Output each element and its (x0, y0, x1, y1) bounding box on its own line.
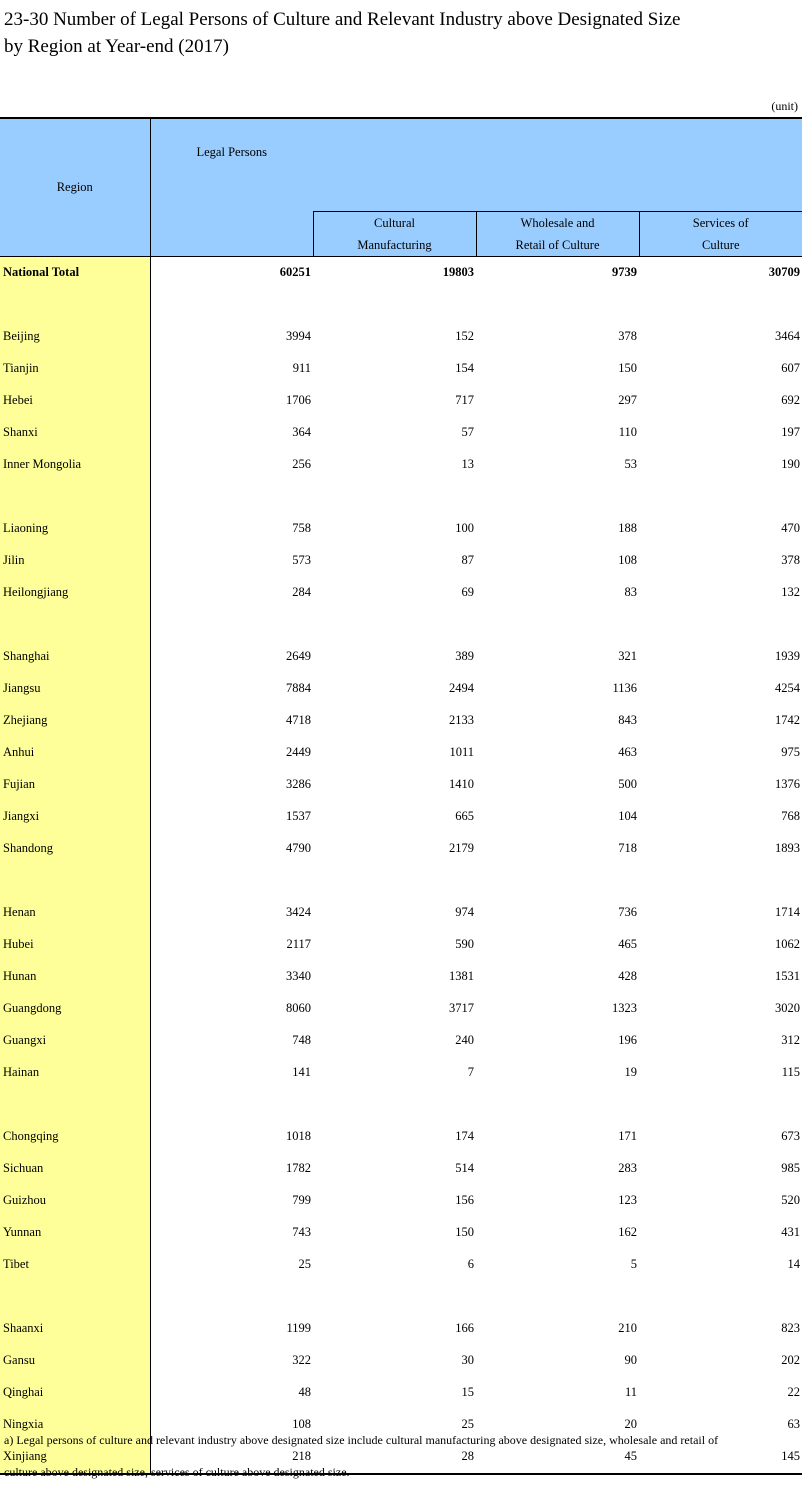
table-row (0, 929, 802, 961)
table-row (0, 353, 802, 385)
wholesale-retail-cell: 9739 (612, 265, 637, 279)
table-row (0, 993, 802, 1025)
footnote-line-1: a) Legal persons of culture and relevant industry above designated size include cultural manufacturing above designated size, wholesale and retail of (4, 1433, 719, 1447)
spacer-cell (639, 865, 802, 897)
legal-persons-cell: 748 (292, 1033, 311, 1047)
group-spacer-row (0, 289, 802, 321)
services-cell: 132 (781, 585, 800, 599)
services-cell: 607 (781, 361, 800, 375)
table-row (0, 673, 802, 705)
title-line-2: by Region at Year-end (2017) (4, 36, 229, 57)
table-row (0, 769, 802, 801)
legal-persons-cell: 1706 (286, 393, 311, 407)
services-cell: 768 (781, 809, 800, 823)
region-cell: Shandong (0, 833, 150, 865)
region-cell: National Total (0, 256, 150, 289)
table-row (0, 1153, 802, 1185)
header-wholesale-retail: Wholesale and Retail of Culture (476, 211, 639, 256)
spacer-cell (476, 289, 639, 321)
region-cell: Ningxia (0, 1409, 150, 1441)
table-row (0, 801, 802, 833)
legal-persons-cell: 799 (292, 1193, 311, 1207)
cultural-manufacturing-cell: 974 (455, 905, 474, 919)
table-row (0, 545, 802, 577)
region-cell: Jilin (0, 545, 150, 577)
region-cell: Guangdong (0, 993, 150, 1025)
legal-persons-cell: 48 (298, 1385, 311, 1399)
wholesale-retail-cell: 378 (618, 329, 637, 343)
cultural-manufacturing-cell: 717 (455, 393, 474, 407)
services-cell: 431 (781, 1225, 800, 1239)
group-spacer-row (0, 481, 802, 513)
footnote (4, 1424, 800, 1488)
cultural-manufacturing-cell: 590 (455, 937, 474, 951)
group-spacer-row (0, 609, 802, 641)
cultural-manufacturing-cell: 87 (461, 553, 474, 567)
wholesale-retail-cell: 500 (618, 777, 637, 791)
services-cell: 673 (781, 1129, 800, 1143)
spacer-cell (0, 481, 150, 513)
spacer-cell (0, 865, 150, 897)
footnote-line-2: culture above designated size, services of culture above designated size. (4, 1465, 350, 1479)
legal-persons-cell: 3286 (286, 777, 311, 791)
cultural-manufacturing-cell: 57 (461, 425, 474, 439)
legal-persons-cell: 108 (292, 1417, 311, 1431)
wholesale-retail-cell: 110 (618, 425, 637, 439)
wholesale-retail-cell: 736 (618, 905, 637, 919)
region-cell: Qinghai (0, 1377, 150, 1409)
services-cell: 1939 (775, 649, 800, 663)
region-cell: Liaoning (0, 513, 150, 545)
table-row (0, 641, 802, 673)
table-row (0, 1313, 802, 1345)
header-region: Region (0, 118, 150, 256)
table-row (0, 737, 802, 769)
wholesale-retail-cell: 463 (618, 745, 637, 759)
header-cultural-manufacturing: Cultural Manufacturing (313, 211, 476, 256)
wholesale-retail-cell: 108 (618, 553, 637, 567)
services-cell: 975 (781, 745, 800, 759)
cultural-manufacturing-cell: 100 (455, 521, 474, 535)
wholesale-retail-cell: 19 (624, 1065, 637, 1079)
wholesale-retail-cell: 188 (618, 521, 637, 535)
table-row (0, 513, 802, 545)
cultural-manufacturing-cell: 2179 (449, 841, 474, 855)
services-cell: 202 (781, 1353, 800, 1367)
table-row (0, 1121, 802, 1153)
services-cell: 115 (781, 1065, 800, 1079)
spacer-cell (0, 609, 150, 641)
region-cell: Heilongjiang (0, 577, 150, 609)
table-row (0, 417, 802, 449)
table-row (0, 1345, 802, 1377)
wholesale-retail-cell: 196 (618, 1033, 637, 1047)
region-cell: Sichuan (0, 1153, 150, 1185)
cultural-manufacturing-cell: 240 (455, 1033, 474, 1047)
region-cell: Hebei (0, 385, 150, 417)
group-spacer-row (0, 865, 802, 897)
spacer-cell (313, 1281, 476, 1313)
services-cell: 985 (781, 1161, 800, 1175)
spacer-cell (639, 609, 802, 641)
cultural-manufacturing-cell: 69 (461, 585, 474, 599)
cultural-manufacturing-cell: 19803 (442, 265, 474, 279)
legal-persons-cell: 743 (292, 1225, 311, 1239)
spacer-cell (150, 481, 313, 513)
spacer-cell (313, 609, 476, 641)
legal-persons-cell: 2449 (286, 745, 311, 759)
services-cell: 470 (781, 521, 800, 535)
legal-persons-cell: 573 (292, 553, 311, 567)
cultural-manufacturing-cell: 15 (461, 1385, 474, 1399)
legal-persons-cell: 4718 (286, 713, 311, 727)
services-cell: 14 (787, 1257, 800, 1271)
legal-persons-cell: 7884 (286, 681, 311, 695)
services-cell: 1531 (775, 969, 800, 983)
legal-persons-cell: 60251 (279, 265, 311, 279)
cultural-manufacturing-cell: 7 (467, 1065, 474, 1079)
legal-persons-cell: 3424 (286, 905, 311, 919)
spacer-cell (313, 865, 476, 897)
header-services: Services of Culture (639, 211, 802, 256)
wholesale-retail-cell: 162 (618, 1225, 637, 1239)
region-cell: Hainan (0, 1057, 150, 1089)
table-row (0, 1249, 802, 1281)
cultural-manufacturing-cell: 1011 (449, 745, 474, 759)
cultural-manufacturing-cell: 514 (455, 1161, 474, 1175)
cultural-manufacturing-cell: 2494 (449, 681, 474, 695)
region-cell: Yunnan (0, 1217, 150, 1249)
wholesale-retail-cell: 104 (618, 809, 637, 823)
table-row-national-total (0, 256, 802, 289)
region-cell: Guangxi (0, 1025, 150, 1057)
cultural-manufacturing-cell: 1381 (449, 969, 474, 983)
spacer-cell (313, 481, 476, 513)
table-body (0, 256, 802, 1474)
spacer-cell (150, 1281, 313, 1313)
spacer-cell (150, 1089, 313, 1121)
legal-persons-cell: 25 (298, 1257, 311, 1271)
wholesale-retail-cell: 1136 (612, 681, 637, 695)
legal-persons-cell: 1537 (286, 809, 311, 823)
legal-persons-cell: 322 (292, 1353, 311, 1367)
data-table (0, 117, 802, 1475)
services-cell: 3464 (775, 329, 800, 343)
services-cell: 1742 (775, 713, 800, 727)
spacer-cell (639, 1281, 802, 1313)
legal-persons-cell: 3340 (286, 969, 311, 983)
region-cell: Shaanxi (0, 1313, 150, 1345)
services-cell: 30709 (768, 265, 800, 279)
spacer-cell (639, 1089, 802, 1121)
services-cell: 520 (781, 1193, 800, 1207)
legal-persons-cell: 1782 (286, 1161, 311, 1175)
services-cell: 1893 (775, 841, 800, 855)
wholesale-retail-cell: 123 (618, 1193, 637, 1207)
region-cell: Tianjin (0, 353, 150, 385)
region-cell: Chongqing (0, 1121, 150, 1153)
cultural-manufacturing-cell: 150 (455, 1225, 474, 1239)
cultural-manufacturing-cell: 166 (455, 1321, 474, 1335)
table-row (0, 833, 802, 865)
spacer-cell (0, 289, 150, 321)
spacer-cell (476, 1281, 639, 1313)
services-cell: 63 (787, 1417, 800, 1431)
services-cell: 190 (781, 457, 800, 471)
legal-persons-cell: 3994 (286, 329, 311, 343)
wholesale-retail-cell: 5 (630, 1257, 637, 1271)
legal-persons-cell: 284 (292, 585, 311, 599)
wholesale-retail-cell: 45 (624, 1449, 637, 1463)
cultural-manufacturing-cell: 28 (461, 1449, 474, 1463)
legal-persons-cell: 4790 (286, 841, 311, 855)
spacer-cell (639, 289, 802, 321)
region-cell: Tibet (0, 1249, 150, 1281)
services-cell: 312 (781, 1033, 800, 1047)
region-cell: Xinjiang (0, 1441, 150, 1474)
services-cell: 823 (781, 1321, 800, 1335)
table-row (0, 321, 802, 353)
cultural-manufacturing-cell: 3717 (449, 1001, 474, 1015)
services-cell: 1062 (775, 937, 800, 951)
region-cell: Jiangsu (0, 673, 150, 705)
wholesale-retail-cell: 11 (624, 1385, 637, 1399)
services-cell: 3020 (775, 1001, 800, 1015)
legal-persons-cell: 8060 (286, 1001, 311, 1015)
page-title (4, 6, 794, 60)
services-cell: 197 (781, 425, 800, 439)
region-cell: Shanxi (0, 417, 150, 449)
wholesale-retail-cell: 210 (618, 1321, 637, 1335)
header-spacer (313, 118, 802, 211)
table-header (0, 118, 802, 256)
spacer-cell (313, 1089, 476, 1121)
legal-persons-cell: 141 (292, 1065, 311, 1079)
legal-persons-cell: 758 (292, 521, 311, 535)
table-row (0, 897, 802, 929)
table-row (0, 1185, 802, 1217)
wholesale-retail-cell: 718 (618, 841, 637, 855)
spacer-cell (150, 865, 313, 897)
region-cell: Hunan (0, 961, 150, 993)
cultural-manufacturing-cell: 156 (455, 1193, 474, 1207)
services-cell: 22 (787, 1385, 800, 1399)
region-cell: Guizhou (0, 1185, 150, 1217)
table-row (0, 449, 802, 481)
cultural-manufacturing-cell: 2133 (449, 713, 474, 727)
table-row (0, 385, 802, 417)
wholesale-retail-cell: 283 (618, 1161, 637, 1175)
legal-persons-cell: 2117 (286, 937, 311, 951)
wholesale-retail-cell: 90 (624, 1353, 637, 1367)
legal-persons-cell: 2649 (286, 649, 311, 663)
legal-persons-cell: 911 (292, 361, 311, 375)
spacer-cell (476, 609, 639, 641)
spacer-cell (150, 289, 313, 321)
region-cell: Gansu (0, 1345, 150, 1377)
region-cell: Inner Mongolia (0, 449, 150, 481)
unit-label: (unit) (771, 99, 798, 113)
group-spacer-row (0, 1089, 802, 1121)
services-cell: 1714 (775, 905, 800, 919)
spacer-cell (150, 609, 313, 641)
wholesale-retail-cell: 1323 (612, 1001, 637, 1015)
legal-persons-cell: 364 (292, 425, 311, 439)
region-cell: Zhejiang (0, 705, 150, 737)
wholesale-retail-cell: 428 (618, 969, 637, 983)
table-row (0, 1217, 802, 1249)
services-cell: 4254 (775, 681, 800, 695)
spacer-cell (476, 1089, 639, 1121)
region-cell: Henan (0, 897, 150, 929)
table-row (0, 1057, 802, 1089)
spacer-cell (476, 865, 639, 897)
wholesale-retail-cell: 321 (618, 649, 637, 663)
region-cell: Fujian (0, 769, 150, 801)
group-spacer-row (0, 1281, 802, 1313)
table-row (0, 1377, 802, 1409)
services-cell: 145 (781, 1449, 800, 1463)
spacer-cell (0, 1281, 150, 1313)
services-cell: 692 (781, 393, 800, 407)
cultural-manufacturing-cell: 25 (461, 1417, 474, 1431)
header-legal-persons: Legal Persons (150, 118, 313, 211)
wholesale-retail-cell: 843 (618, 713, 637, 727)
region-cell: Jiangxi (0, 801, 150, 833)
region-cell: Shanghai (0, 641, 150, 673)
region-cell: Hubei (0, 929, 150, 961)
spacer-cell (639, 481, 802, 513)
legal-persons-cell: 218 (292, 1449, 311, 1463)
wholesale-retail-cell: 465 (618, 937, 637, 951)
legal-persons-cell: 256 (292, 457, 311, 471)
wholesale-retail-cell: 297 (618, 393, 637, 407)
cultural-manufacturing-cell: 174 (455, 1129, 474, 1143)
legal-persons-cell: 1018 (286, 1129, 311, 1143)
wholesale-retail-cell: 171 (618, 1129, 637, 1143)
title-line-1: 23-30 Number of Legal Persons of Culture and Relevant Industry above Designated Size (4, 9, 681, 30)
table-row (0, 705, 802, 737)
legal-persons-cell: 1199 (286, 1321, 311, 1335)
cultural-manufacturing-cell: 6 (467, 1257, 474, 1271)
spacer-cell (313, 289, 476, 321)
header-legal-persons-cont (150, 211, 313, 256)
cultural-manufacturing-cell: 152 (455, 329, 474, 343)
spacer-cell (476, 481, 639, 513)
services-cell: 1376 (775, 777, 800, 791)
wholesale-retail-cell: 53 (624, 457, 637, 471)
cultural-manufacturing-cell: 1410 (449, 777, 474, 791)
table-row (0, 577, 802, 609)
cultural-manufacturing-cell: 665 (455, 809, 474, 823)
table-row (0, 1025, 802, 1057)
cultural-manufacturing-cell: 13 (461, 457, 474, 471)
cultural-manufacturing-cell: 30 (461, 1353, 474, 1367)
cultural-manufacturing-cell: 154 (455, 361, 474, 375)
spacer-cell (0, 1089, 150, 1121)
wholesale-retail-cell: 150 (618, 361, 637, 375)
region-cell: Beijing (0, 321, 150, 353)
region-cell: Anhui (0, 737, 150, 769)
cultural-manufacturing-cell: 389 (455, 649, 474, 663)
table-row (0, 961, 802, 993)
wholesale-retail-cell: 20 (624, 1417, 637, 1431)
wholesale-retail-cell: 83 (624, 585, 637, 599)
services-cell: 378 (781, 553, 800, 567)
